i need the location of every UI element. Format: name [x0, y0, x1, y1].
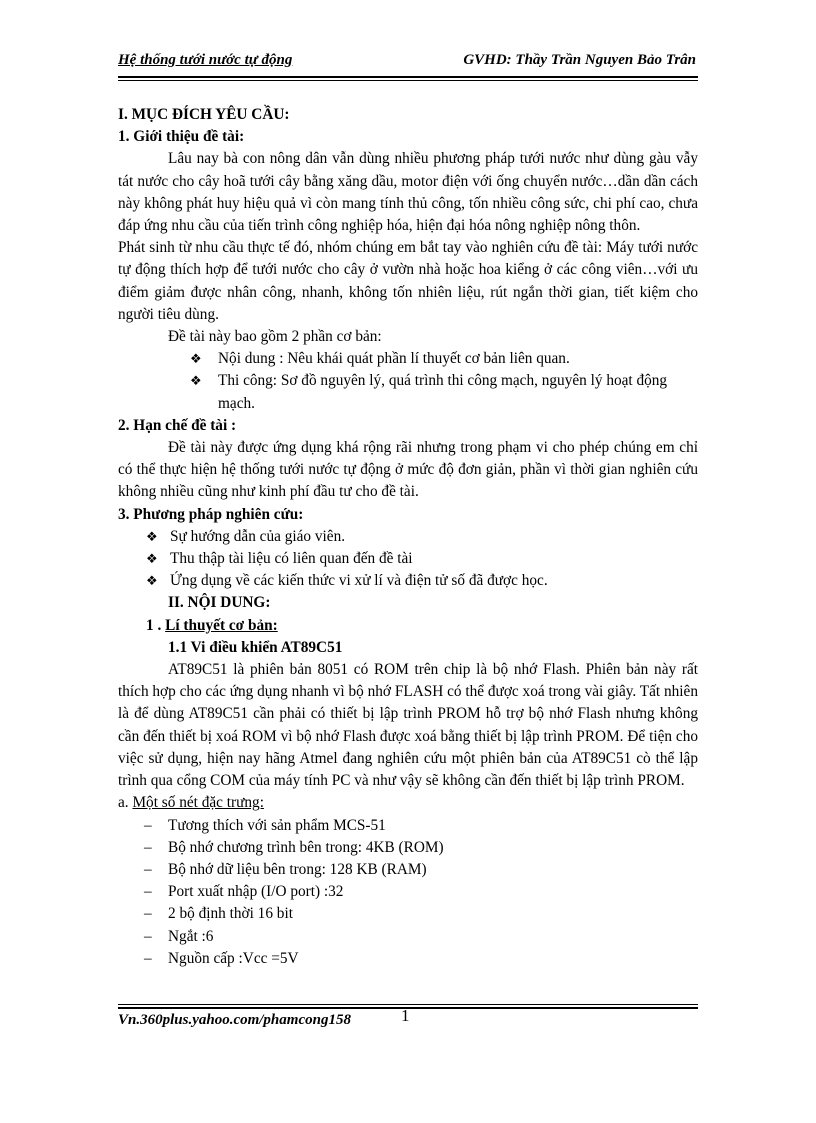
list-item: – Ngắt :6 — [118, 926, 698, 948]
header-rule — [118, 76, 698, 78]
dash-icon: – — [144, 838, 152, 856]
list-item: – Port xuất nhập (I/O port) :32 — [118, 881, 698, 903]
bullet-icon: ❖ — [146, 528, 158, 544]
list-item: ❖ Thi công: Sơ đồ nguyên lý, quá trình thi công mạch, nguyên lý hoạt động mạch. — [190, 372, 668, 412]
header-rule-thin — [118, 80, 698, 81]
paragraph: Phát sinh từ nhu cầu thực tế đó, nhóm chúng em bắt tay vào nghiên cứu đề tài: Máy tưới nước tự động thích hợp để tưới nước cho cây ở vườn nhà hoặc hoa kiểng ở các công viên…với ưu điểm giảm được nhân công, nhanh, không tốn nhiên liệu, rút ngắn thời gian, tiết kiệm cho người tiêu dùng. — [118, 239, 698, 323]
subsection-heading: 1.1 Vi điều khiển AT89C51 — [168, 638, 343, 656]
dash-icon: – — [144, 927, 152, 945]
list-item: – 2 bộ định thời 16 bit — [118, 903, 698, 925]
section-heading: I. MỤC ĐÍCH YÊU CẦU: — [118, 106, 290, 123]
subsection-heading: 2. Hạn chế đề tài : — [118, 416, 237, 434]
dash-icon: – — [144, 905, 152, 923]
header-title: Hệ thống tưới nước tự động — [118, 52, 293, 68]
document-body — [118, 104, 698, 970]
header-advisor: GVHD: Thầy Trần Nguyen Bảo Trân — [463, 52, 696, 68]
page-number: 1 — [401, 1006, 410, 1025]
bullet-icon: ❖ — [190, 373, 202, 389]
bullet-icon: ❖ — [190, 351, 202, 367]
paragraph: Đề tài này bao gồm 2 phần cơ bản: — [168, 328, 382, 346]
list-item: ❖ Ứng dụng về các kiến thức vi xử lí và điện tử số đã được học. — [118, 570, 698, 592]
subsection-heading: 1 . Lí thuyết cơ bản: — [146, 616, 278, 634]
list-item: – Bộ nhớ dữ liệu bên trong: 128 KB (RAM) — [118, 859, 698, 881]
dash-icon: – — [144, 860, 152, 878]
paragraph: Đề tài này được ứng dụng khá rộng rãi nhưng trong phạm vi cho phép chúng em chỉ có thể thực hiện hệ thống tưới nước tự động ở mức độ đơn giản, phần vì thời gian nghiên cứu không nhiều cũng như kinh phí đầu tư cho đề tài. — [118, 439, 698, 501]
subsection-heading: 3. Phương pháp nghiên cứu: — [118, 505, 304, 523]
section-heading: II. NỘI DUNG: — [168, 594, 271, 612]
list-item: – Tương thích với sản phẩm MCS-51 — [118, 815, 698, 837]
list-item: ❖ Thu thập tài liệu có liên quan đến đề tài — [118, 548, 698, 570]
list-item: – Nguồn cấp :Vcc =5V — [118, 948, 698, 970]
paragraph: AT89C51 là phiên bản 8051 có ROM trên chip là bộ nhớ Flash. Phiên bản này rất thích hợp cho các ứng dụng nhanh vì bộ nhớ FLASH có thể được xoá trong vài giây. Tất nhiên là để dùng AT89C51 cần phải có thiết bị lập trình PROM hỗ trợ bộ nhớ Flash nhưng không cần đến thiết bị xoá ROM vì bộ nhớ Flash được xoá bằng thiết bị lập trình PROM. Để tiện cho việc sử dụng, hiện nay hãng Atmel đang nghiên cứu một phiên bản của AT89C51 cò thể lập trình qua cổng COM của máy tính PC và như vậy sẽ không cần đến thiết bị lập trình PROM. — [118, 661, 698, 790]
footer-url: Vn.360plus.yahoo.com/phamcong158 — [118, 1012, 351, 1028]
list-item: ❖ Sự hướng dẫn của giáo viên. — [118, 526, 698, 548]
dash-icon: – — [144, 949, 152, 967]
page-header — [118, 52, 698, 76]
list-heading: a. Một số nét đặc trưng: — [118, 794, 264, 812]
subsection-heading: 1. Giới thiệu đề tài: — [118, 128, 245, 146]
dash-icon: – — [144, 816, 152, 834]
footer-rule-thin — [118, 1004, 698, 1005]
paragraph: Lâu nay bà con nông dân vẫn dùng nhiều phương pháp tưới nước như dùng gàu vẫy tát nước cho cây hoã tưới cây bằng xăng dầu, motor điện với ống chuyển nước…dần dần cách này không phát huy hiệu quả vì còn mang tính thủ công, tốn nhiều công sức, chi phí cao, chưa đáp ứng nhu cầu của tiến trình công nghiệp hóa, hiện đại hóa nông nghiệp nông thôn. — [118, 150, 698, 235]
list-item: ❖ Nội dung : Nêu khái quát phần lí thuyết cơ bản liên quan. — [118, 348, 698, 370]
dash-icon: – — [144, 883, 152, 901]
bullet-icon: ❖ — [146, 573, 158, 589]
list-item: – Bộ nhớ chương trình bên trong: 4KB (ROM) — [118, 837, 698, 859]
bullet-icon: ❖ — [146, 551, 158, 567]
